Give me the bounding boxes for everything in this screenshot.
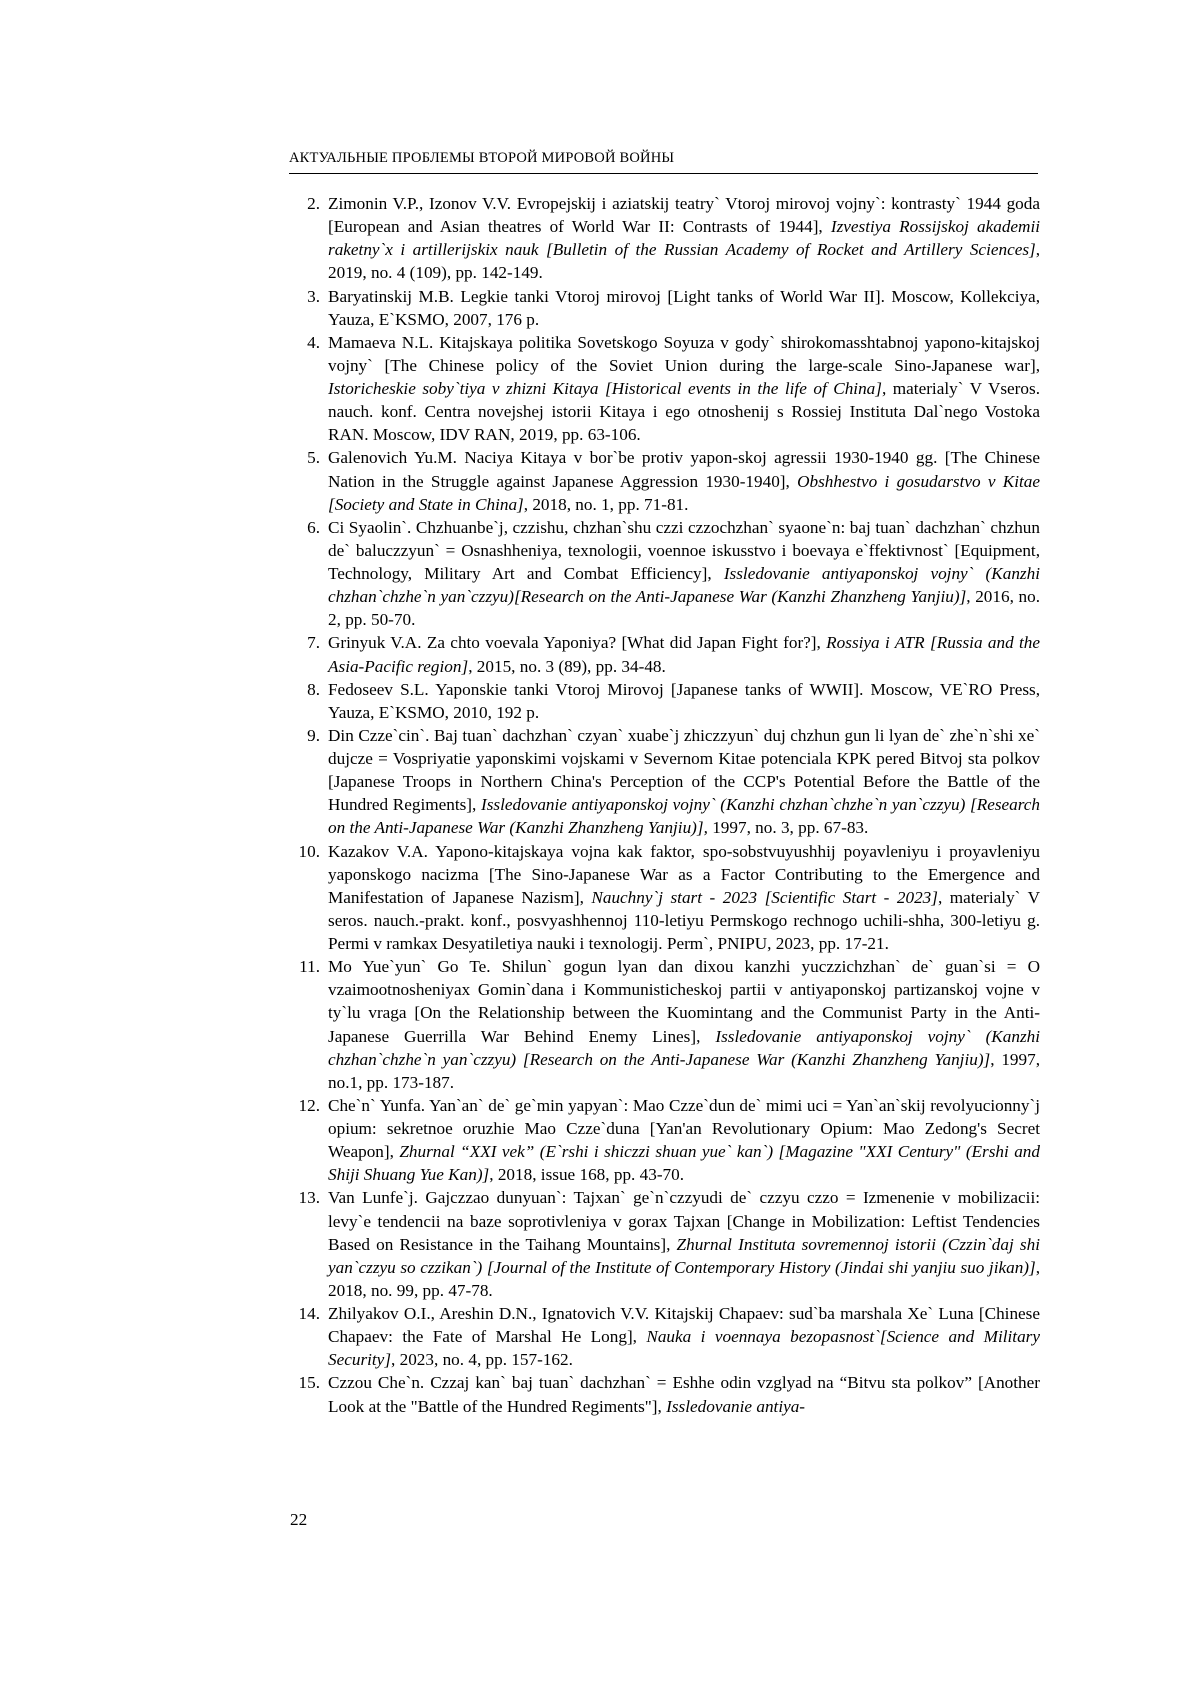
reference-text: , materialy` V Vseros. nauch. konf. Centra novejshej istorii Kitaya i ego otnoshenij s Rossiej Instituta Dal`nego Vostoka RAN. Moscow, IDV RAN, 2019, pp. 63-106. — [328, 379, 1040, 445]
reference-source-italic: Zhurnal Instituta sovremennoj istorii (Czzin`daj shi yan`czzyu so czzikan`) [Journal of the Institute of Contemporary History (Jindai shi yanjiu suo jikan)] — [328, 1234, 1040, 1277]
reference-text: Ci Syaolin`. Chzhuanbe`j, czzishu, chzhan`shu czzi czzochzhan` syaone`n: baj tuan` dachzhan` chzhun de` baluczzyun` = Osnashheniya, texnologii, voennoe iskusstvo i boevaya e`ffektivnost` [Equipment, Technology, Military Art and Combat Efficiency], — [328, 517, 1040, 583]
reference-number: 11. — [299, 957, 320, 977]
reference-source-italic: Nauka i voennaya bezopasnost`[Science and Military Security] — [328, 1327, 1040, 1370]
reference-number: 12. — [298, 1095, 320, 1115]
reference-text: , 1997, no.1, pp. 173-187. — [328, 1049, 1041, 1092]
reference-item — [290, 285, 1040, 331]
reference-item — [290, 631, 1040, 677]
reference-item — [290, 331, 1040, 447]
reference-item — [290, 192, 1040, 285]
reference-text: Baryatinskij M.B. Legkie tanki Vtoroj mirovoj [Light tanks of World War II]. Moscow, Kollekciya, Yauza, E`KSMO, 2007, 176 p. — [328, 286, 1040, 329]
reference-source-italic: Issledovanie antiya- — [666, 1396, 806, 1416]
reference-text: Kazakov V.A. Yapono-kitajskaya vojna kak faktor, spo-sobstvuyushhij poyavleniyu i proyavleniyu yaponskogo nacizma [The Sino-Japanese War as a Factor Contributing to the Emergence and Manifestation of Japanese Nazism], — [328, 841, 1040, 907]
reference-source-italic: Issledovanie antiyaponskoj vojny` (Kanzhi chzhan`chzhe`n yan`czzyu) [Research on the Anti-Japanese War (Kanzhi Zhanzheng Yanjiu)], — [328, 795, 1041, 838]
running-header: АКТУАЛЬНЫЕ ПРОБЛЕМЫ ВТОРОЙ МИРОВОЙ ВОЙНЫ — [289, 150, 1038, 174]
reference-source-italic: Nauchny`j start - 2023 [Scientific Start - 2023] — [591, 887, 938, 907]
reference-text: Fedoseev S.L. Yaponskie tanki Vtoroj Mirovoj [Japanese tanks of WWII]. Moscow, VE`RO Press, Yauza, E`KSMO, 2010, 192 p. — [328, 679, 1040, 722]
reference-number: 14. — [298, 1304, 320, 1323]
page-number: 22 — [290, 1510, 308, 1529]
reference-text: Mo Yue`yun` Go Te. Shilun` gogun lyan dan dixou kanzhi yuczzichzhan` de` guan`si = O vzaimootnosheniyax Gomin`dana i Kommunisticheskoj partii v antiyaponskoj partizanskoj vojne v ty`lu vraga [On the Relationship between the Kuomintang and the Communist Party in the Anti-Japanese Guerrilla War Behind Enemy Lines], — [328, 957, 1040, 1046]
reference-text: Che`n` Yunfa. Yan`an` de` ge`min yapyan`: Mao Czze`dun de` mimi uci = Yan`an`skij revolyucionny`j opium: sekretnoe oruzhie Mao Czze`duna [Yan'an Revolutionary Opium: Mao Zedong's Secret Weapon], — [328, 1095, 1040, 1162]
reference-source-italic: Izvestiya Rossijskoj akademii raketny`x i artillerijskix nauk [Bulletin of the Russian Academy of Rocket and Artillery Sciences] — [328, 217, 1041, 260]
reference-item — [290, 1302, 1040, 1371]
reference-text: , 2023, no. 4, pp. 157-162. — [391, 1350, 573, 1370]
reference-text: , 2018, no. 99, pp. 47-78. — [328, 1257, 1040, 1300]
reference-source-italic: Obshhestvo i gosudarstvo v Kitae [Society and State in China] — [328, 471, 1040, 514]
reference-text: , 2018, issue 168, pp. 43-70. — [489, 1165, 685, 1185]
reference-source-italic: Issledovanie antiyaponskoj vojny` (Kanzhi chzhan`chzhe`n yan`czzyu) [Research on the Anti-Japanese War (Kanzhi Zhanzheng Yanjiu)] — [328, 1026, 1041, 1069]
reference-text: Zimonin V.P., Izonov V.V. Evropejskij i aziatskij teatry` Vtoroj mirovoj vojny`: kontrasty` 1944 goda [European and Asian theatres of World War II: Contrasts of 1944], — [328, 194, 1040, 237]
reference-source-italic: Issledovanie antiyaponskoj vojny` (Kanzhi chzhan`chzhe`n yan`czzyu)[Research on the Anti-Japanese War (Kanzhi Zhanzheng Yanjiu)] — [328, 564, 1040, 607]
reference-item — [290, 724, 1040, 840]
reference-number: 3. — [307, 286, 320, 306]
reference-number: 9. — [307, 725, 320, 745]
reference-number: 13. — [298, 1188, 320, 1208]
reference-item — [290, 678, 1040, 724]
reference-item — [290, 446, 1040, 515]
reference-number: 4. — [307, 332, 320, 352]
reference-item — [290, 516, 1040, 632]
reference-text: 1997, no. 3, pp. 67-83. — [707, 818, 869, 838]
reference-number: 5. — [307, 448, 320, 468]
reference-text: , materialy` V seros. nauch.-prakt. konf., posvyashhennoj 110-letiyu Permskogo rechnogo uchili-shha, 300-letiyu g. Permi v ramkax Desyatiletiya nauki i texnologij. Perm`, PNIPU, 2023, pp. 17-21. — [328, 887, 1040, 953]
reference-text: Van Lunfe`j. Gajczzao dunyuan`: Tajxan` ge`n`czzyudi de` czzyu czzo = Izmenenie v mobilizacii: levy`e tendencii na baze soprotivleniya v gorax Tajxan [Change in Mobilization: Leftist Tendencies Based on Resistance in the Taihang Mountains], — [328, 1188, 1040, 1254]
reference-item — [290, 1371, 1040, 1417]
reference-item — [290, 1186, 1040, 1302]
reference-text: , 2015, no. 3 (89), pp. 34-48. — [468, 656, 666, 676]
reference-list — [290, 192, 1040, 1418]
reference-number: 15. — [298, 1373, 320, 1393]
reference-source-italic: Istoricheskie soby`tiya v zhizni Kitaya [Historical events in the life of China] — [328, 379, 882, 398]
reference-text: Din Czze`cin`. Baj tuan` dachzhan` czyan` xuabe`j zhiczzyun` duj chzhun gun li lyan de` zhe`n`shi xe` dujcze = Vospriyatie yaponskimi vojskami v Severnom Kitae potenciala KPK pered Bitvoj sta polkov [Japanese Troops in Northern China's Perception of the CCP's Potential Before the Battle of the Hundred Regiments], — [328, 725, 1040, 815]
reference-source-italic: Rossiya i ATR [Russia and the Asia-Pacific region] — [328, 633, 1040, 676]
reference-item — [290, 955, 1040, 1094]
reference-item — [290, 1094, 1040, 1187]
reference-number: 8. — [307, 679, 320, 699]
reference-text: Czzou Che`n. Czzaj kan` baj tuan` dachzhan` = Eshhe odin vzglyad na “Bitvu sta polkov” [Another Look at the "Battle of the Hundred Regiments"], — [328, 1373, 1040, 1416]
reference-text: , 2016, no. 2, pp. 50-70. — [328, 587, 1040, 630]
reference-text: , 2018, no. 1, pp. 71-81. — [523, 494, 689, 514]
reference-text: Galenovich Yu.M. Naciya Kitaya v bor`be protiv yapon-skoj agressii 1930-1940 gg. [The Chinese Nation in the Struggle against Japanese Aggression 1930-1940], — [328, 448, 1040, 491]
reference-number: 2. — [307, 194, 320, 213]
reference-text: , 2019, no. 4 (109), pp. 142-149. — [328, 240, 1040, 283]
reference-number: 10. — [298, 841, 320, 861]
reference-text: Mamaeva N.L. Kitajskaya politika Sovetskogo Soyuza v gody` shirokomasshtabnoj yapono-kitajskoj vojny` [The Chinese policy of the Soviet Union during the large-scale Sino-Japanese war], — [328, 332, 1040, 375]
reference-number: 6. — [307, 517, 320, 537]
reference-item — [290, 840, 1040, 956]
reference-source-italic: Zhurnal “XXI vek” (E`rshi i shiczzi shuan yue` kan`) [Magazine "XXI Century" (Ershi and Shiji Shuang Yue Kan)] — [328, 1142, 1040, 1185]
reference-text: Zhilyakov O.I., Areshin D.N., Ignatovich V.V. Kitajskij Chapaev: sud`ba marshala Xe` Luna [Chinese Chapaev: the Fate of Marshal He Long], — [328, 1304, 1040, 1347]
reference-number: 7. — [307, 633, 320, 653]
reference-text: Grinyuk V.A. Za chto voevala Yaponiya? [What did Japan Fight for?], — [328, 633, 827, 653]
